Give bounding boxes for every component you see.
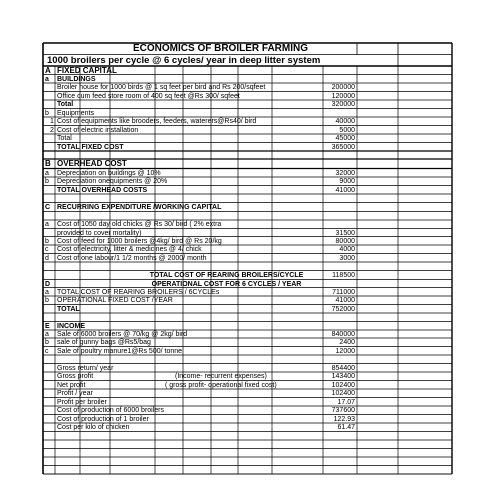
row-value: 32000 (335, 169, 355, 177)
row-value: 5000 (339, 126, 355, 134)
row-value: 4000 (339, 246, 355, 254)
row-value: 41000 (335, 297, 355, 305)
row-marker: a (45, 288, 49, 296)
row-value: 737600 (331, 407, 355, 415)
row-value: 2400 (339, 339, 355, 347)
row-marker: 2 (50, 126, 54, 134)
row-value: 320000 (331, 101, 355, 109)
row-label: FIXED CAPITAL (57, 65, 117, 75)
row-value: 102400 (331, 390, 355, 398)
row-marker: b (45, 339, 49, 347)
row-label: Sale of poultry manure1@Rs 500/ tonne (57, 347, 183, 355)
row-label: Cost of production of 6000 broilers (57, 407, 165, 415)
row-label: Gross profit (57, 373, 94, 381)
row-label: OPERATIONAL COST FOR 6 CYCLES / YEAR (151, 280, 302, 288)
row-label: BUILDINGS (57, 75, 96, 83)
row-value: 840000 (331, 331, 355, 338)
row-label: Cost of 1050 day old chicks @ Rs 30/ bird ( 2% extra (57, 221, 222, 229)
row-marker: C (45, 204, 51, 211)
row-label: Profit per broiler (57, 398, 107, 406)
row-label: TOTAL COST OF REARING BROILERS/CYCLE (149, 272, 304, 279)
row-label: Cost of electricity, litter & medicines @ 4/ chick (57, 246, 202, 254)
row-value: 200000 (331, 84, 355, 92)
row-label: provided to cover mortality) (57, 229, 142, 237)
row-value: 120000 (331, 92, 355, 100)
row-label: Office cum feed store room of 400 sq feet @Rs 300/ sqfeet (57, 92, 240, 100)
row-value: 102400 (331, 381, 355, 389)
row-marker: a (45, 221, 49, 229)
row-marker: b (45, 297, 49, 305)
row-marker: d (45, 254, 49, 262)
row-label: TOTAL OVERHEAD COSTS (57, 186, 148, 194)
row-value: 3000 (339, 254, 355, 262)
row-value: 12000 (335, 347, 355, 355)
row-value: 61.47 (337, 424, 355, 432)
row-marker: B (45, 159, 51, 169)
row-label: Depreciation on buildings @ 10% (57, 169, 161, 177)
row-value: 854400 (331, 364, 355, 372)
row-value: 31500 (335, 229, 355, 237)
row-marker: a (45, 169, 49, 177)
row-label: Cost per kilo of chicken (57, 424, 130, 432)
row-label: Cost of production of 1 broiler (57, 415, 149, 423)
row-value: 9000 (339, 178, 355, 186)
row-label: Net profit (57, 381, 86, 389)
row-marker: 1 (50, 118, 54, 126)
row-label: OVERHEAD COST (57, 159, 127, 169)
row-marker: b (45, 237, 49, 245)
row-value: 711000 (332, 288, 355, 296)
row-value: 365000 (331, 143, 355, 151)
row-label: Cost of one labour/1 1/2 months @ 2000/ month (57, 254, 207, 262)
row-label: sale of gunny bags @Rs5/bag (57, 339, 151, 347)
sheet-subtitle: 1000 broilers per cycle @ 6 cycles/ year in deep litter system (47, 55, 321, 66)
row-label: TOTAL FIXED COST (57, 143, 124, 151)
row-label: Cost of equipments like brooders, feeders, waterers@Rs40/ bird (57, 118, 257, 126)
row-value: 118500 (332, 272, 355, 279)
row-label: INCOME (57, 322, 85, 330)
row-value: 143400 (331, 373, 355, 381)
row-marker: a (45, 75, 49, 83)
row-label: Total (57, 101, 74, 109)
row-value: 122.93 (333, 415, 355, 423)
row-note: (Income- recurrent expenses) (175, 373, 267, 381)
row-label: Cost of feed for 1000 broilers @4kg/ bird @ Rs 20/kg (57, 237, 222, 245)
row-value: 80000 (335, 237, 355, 245)
sheet-title: ECONOMICS OF BROILER FARMING (133, 43, 308, 54)
row-marker: b (45, 178, 49, 186)
row-value: 40000 (335, 118, 355, 126)
row-marker: D (45, 280, 51, 288)
row-value: 752000 (331, 305, 355, 313)
row-value: 41000 (335, 186, 355, 194)
row-label: Broiler house for 1000 birds @ 1 sq feet per bird and Rs 200/sqfeet (57, 84, 266, 92)
row-note: ( gross profit- operational fixed cost) (165, 381, 277, 389)
row-label: Profit / year (57, 390, 93, 398)
row-marker: a (45, 331, 49, 338)
row-value: 45000 (335, 135, 355, 143)
row-label: Equipments (57, 109, 94, 117)
row-label: Total (57, 135, 72, 143)
row-label: TOTAL COST OF REARING BROILERS / 6CYCLEs (57, 288, 220, 296)
row-label: Sale of 6000 broilers @ 70/kg @ 2kg/ bird (57, 331, 188, 338)
row-label: TOTAL (57, 305, 80, 313)
row-marker: E (45, 322, 50, 330)
row-marker: b (45, 109, 49, 117)
row-value: 17.07 (337, 398, 355, 406)
row-label: Cost of electric installation (57, 126, 139, 134)
row-label: RECURRING EXPENDITURE /WORKING CAPITAL (57, 204, 222, 211)
row-label: Depreciation onequipments @ 20% (57, 178, 168, 186)
row-label: Gross return/ year (57, 364, 114, 372)
row-marker: c (45, 347, 49, 355)
row-label: OPERATIONAL FIXED COST /YEAR (57, 297, 173, 305)
row-marker: A (45, 65, 51, 75)
row-marker: c (45, 246, 49, 254)
